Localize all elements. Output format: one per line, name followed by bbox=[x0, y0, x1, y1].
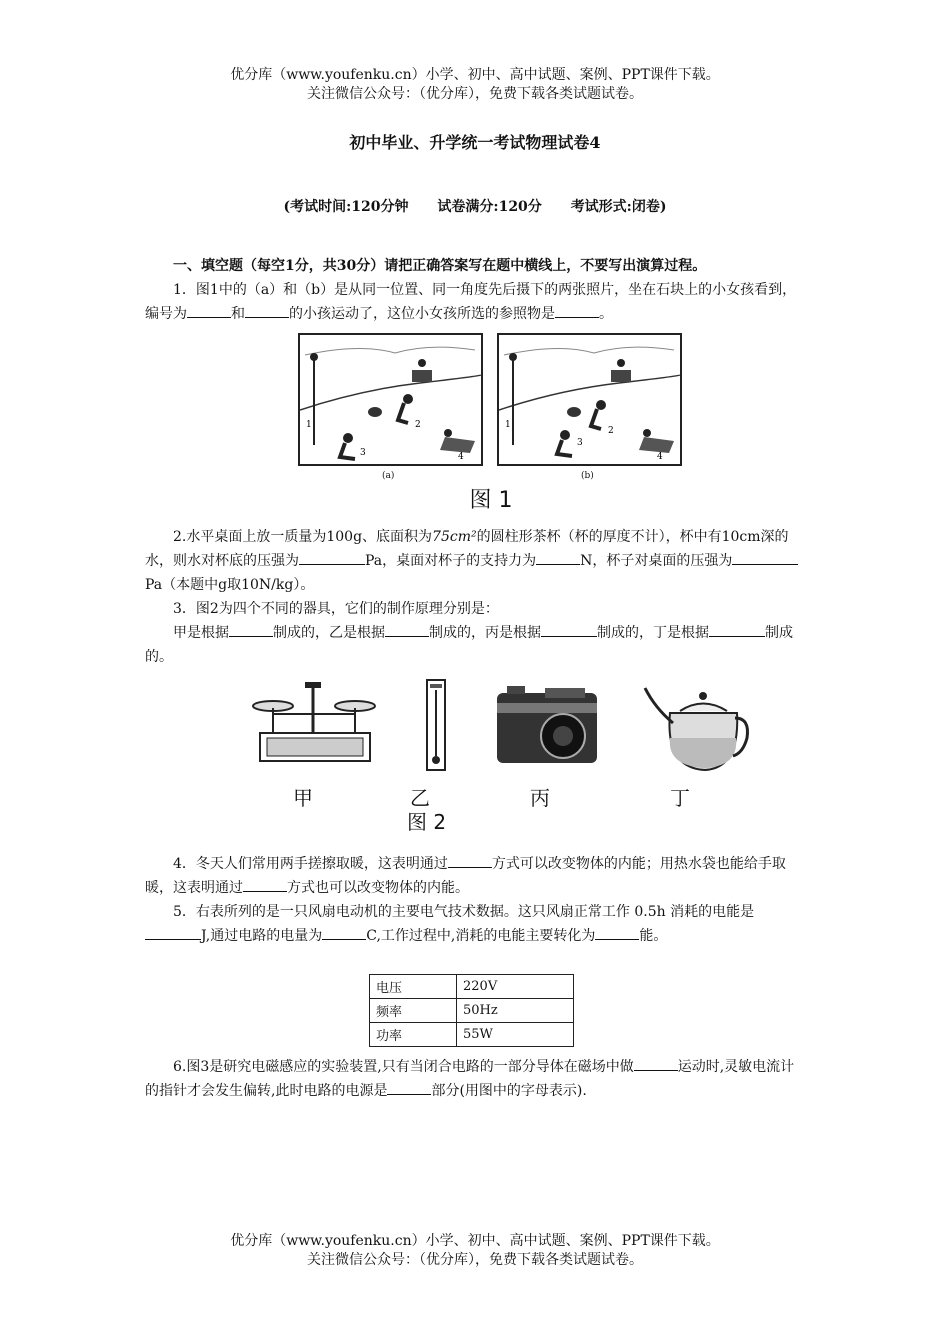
answer-blank[interactable] bbox=[709, 622, 765, 637]
answer-blank[interactable] bbox=[243, 877, 287, 892]
exam-meta bbox=[0, 196, 950, 216]
footer-line-2: 关注微信公众号：（优分库），免费下载各类试题试卷。 bbox=[307, 1252, 643, 1268]
figure-2-label-ding: 丁 bbox=[670, 786, 690, 810]
camera-icon bbox=[497, 686, 597, 763]
child-number: 3 bbox=[360, 448, 366, 458]
table-row: 频率 50Hz bbox=[370, 999, 574, 1023]
teapot-icon bbox=[645, 688, 748, 770]
answer-blank[interactable] bbox=[387, 1080, 431, 1095]
park-scene-a-image bbox=[300, 335, 481, 464]
exam-time: (考试时间:120分钟 bbox=[283, 199, 409, 215]
panel-label-a: (a) bbox=[382, 471, 395, 481]
question-4: 4．冬天人们常用两手搓擦取暖，这表明通过 方式可以改变物体的内能；用热水袋也能给手取暖，这表明通过 方式也可以改变物体的内能。 bbox=[145, 852, 807, 900]
photo-panel-a bbox=[298, 333, 483, 466]
child-number: 2 bbox=[415, 420, 421, 430]
figure-2-caption: 图 2 bbox=[407, 810, 447, 834]
park-scene-b-image bbox=[499, 335, 680, 464]
answer-blank[interactable] bbox=[732, 550, 798, 565]
thermometer-icon bbox=[427, 680, 445, 770]
page-footer bbox=[0, 1232, 950, 1270]
table-row: 电压 220V bbox=[370, 975, 574, 999]
fan-spec-table bbox=[369, 974, 574, 1047]
header-line-1: 优分库（www.youfenku.cn）小学、初中、高中试题、案例、PPT课件下载。 bbox=[230, 67, 720, 83]
child-number: 3 bbox=[577, 438, 583, 448]
answer-blank[interactable] bbox=[187, 303, 231, 318]
table-row: 功率 55W bbox=[370, 1023, 574, 1047]
balance-scale-icon bbox=[253, 682, 375, 761]
questions-top bbox=[145, 254, 807, 326]
question-6: 6.图3是研究电磁感应的实验装置,只有当闭合电路的一部分导体在磁场中做 运动时,灵敏电流计的指针才会发生偏转,此时电路的电源是 部分(用图中的字母表示). bbox=[145, 1055, 807, 1103]
section-heading: 一、填空题（每空1分，共30分）请把正确答案写在题中横线上，不要写出演算过程。 bbox=[173, 258, 707, 274]
page-title: 初中毕业、升学统一考试物理试卷4 bbox=[349, 133, 601, 152]
answer-blank[interactable] bbox=[541, 622, 597, 637]
question-3: 甲是根据 制成的，乙是根据 制成的，丙是根据 制成的，丁是根据 制成的。 bbox=[145, 621, 807, 669]
question-1: 1．图1中的（a）和（b）是从同一位置、同一角度先后摄下的两张照片，坐在石块上的小女孩看到，编号为 和 的小孩运动了，这位小女孩所选的参照物是 。 bbox=[145, 282, 797, 322]
figure-2-label-jia: 甲 bbox=[293, 786, 313, 810]
answer-blank[interactable] bbox=[299, 550, 365, 565]
child-number: 1 bbox=[306, 420, 312, 430]
questions-middle bbox=[145, 525, 807, 669]
panel-label-b: (b) bbox=[581, 471, 594, 481]
figure-2-label-yi: 乙 bbox=[410, 786, 430, 810]
child-number: 1 bbox=[505, 420, 511, 430]
answer-blank[interactable] bbox=[385, 622, 429, 637]
answer-blank[interactable] bbox=[229, 622, 273, 637]
child-number: 4 bbox=[458, 452, 464, 462]
answer-blank[interactable] bbox=[536, 550, 580, 565]
answer-blank[interactable] bbox=[555, 303, 599, 318]
page-header bbox=[0, 66, 950, 104]
question-3-intro: 3．图2为四个不同的器具，它们的制作原理分别是： bbox=[173, 601, 499, 617]
question-2: 2.水平桌面上放一质量为100g、底面积为75cm²的圆柱形茶杯（杯的厚度不计），杯中有10cm深的水，则水对杯底的压强为 Pa，桌面对杯子的支持力为 N，杯子对桌面的压强为Pa（本题中g取10N/kg）。 bbox=[145, 525, 807, 597]
question-5: 5．右表所列的是一只风扇电动机的主要电气技术数据。这只风扇正常工作 0.5h 消耗的电能是J,通过电路的电量为 C,工作过程中,消耗的电能主要转化为 能。 bbox=[145, 900, 807, 948]
photo-panel-b bbox=[497, 333, 682, 466]
figure-2 bbox=[245, 678, 755, 838]
answer-blank[interactable] bbox=[448, 853, 492, 868]
child-number: 4 bbox=[657, 452, 663, 462]
figure-1-caption: 图 1 bbox=[469, 488, 513, 513]
figure-1 bbox=[298, 333, 684, 523]
questions-bottom bbox=[145, 852, 807, 948]
answer-blank[interactable] bbox=[634, 1056, 678, 1071]
answer-blank[interactable] bbox=[595, 925, 639, 940]
figure-2-label-bing: 丙 bbox=[530, 786, 550, 810]
child-number: 2 bbox=[608, 426, 614, 436]
question-6-block bbox=[145, 1055, 807, 1103]
answer-blank[interactable] bbox=[322, 925, 366, 940]
area-value: 75cm² bbox=[432, 529, 477, 545]
answer-blank[interactable] bbox=[245, 303, 289, 318]
footer-line-1: 优分库（www.youfenku.cn）小学、初中、高中试题、案例、PPT课件下载。 bbox=[230, 1233, 720, 1249]
header-line-2: 关注微信公众号：（优分库），免费下载各类试题试卷。 bbox=[307, 86, 643, 102]
exam-form: 考试形式:闭卷) bbox=[570, 199, 667, 215]
instruments-image bbox=[245, 678, 755, 778]
exam-score: 试卷满分:120分 bbox=[437, 199, 542, 215]
answer-blank[interactable] bbox=[145, 925, 201, 940]
